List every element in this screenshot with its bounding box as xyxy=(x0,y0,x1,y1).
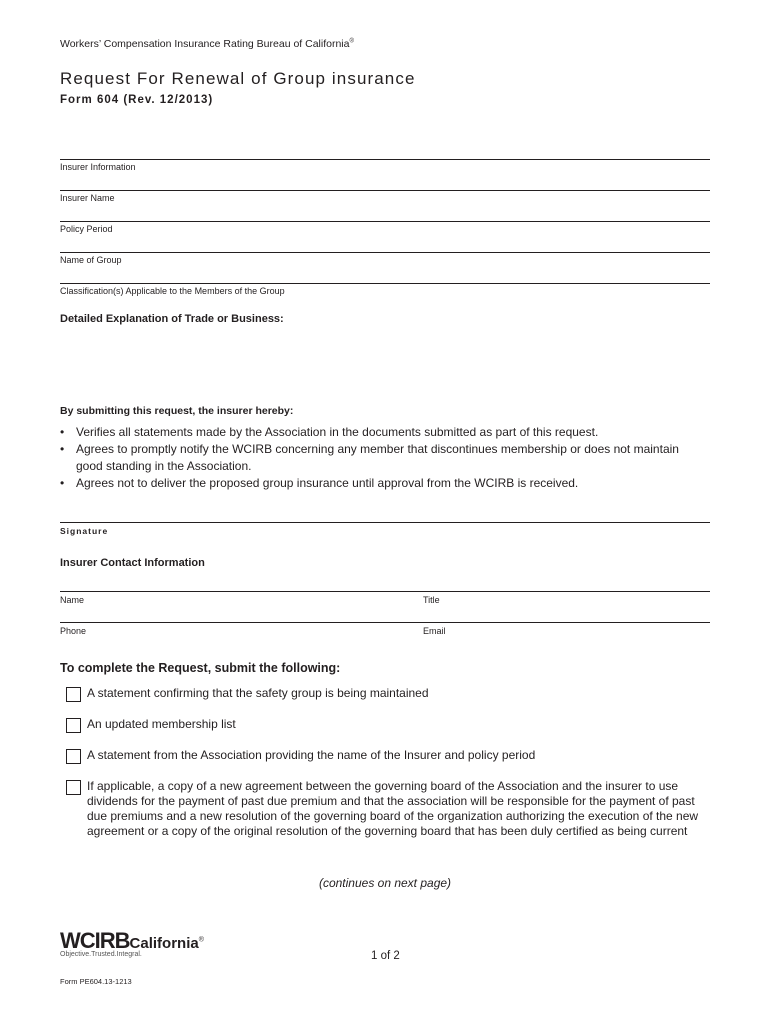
attestation-list xyxy=(60,424,700,492)
requirement-checkbox[interactable] xyxy=(66,687,81,702)
list-item-text: Agrees not to deliver the proposed group insurance until approval from the WCIRB is received. xyxy=(76,476,579,490)
list-item xyxy=(60,475,700,492)
form-title: Request For Renewal of Group insurance xyxy=(60,69,416,88)
attestation-heading: By submitting this request, the insurer hereby: xyxy=(60,405,294,417)
organization-text: Workers’ Compensation Insurance Rating Bureau of California xyxy=(60,38,350,50)
divider xyxy=(60,221,710,222)
divider xyxy=(60,591,710,592)
insurer-name-label: Insurer Name xyxy=(60,193,115,203)
requirements-heading: To complete the Request, submit the following: xyxy=(60,661,341,675)
contact-phone-input[interactable] xyxy=(60,596,420,622)
classifications-input[interactable] xyxy=(60,257,710,283)
requirement-text: An updated membership list xyxy=(87,717,236,731)
trade-explanation-heading: Detailed Explanation of Trade or Business: xyxy=(60,313,284,325)
contact-name-label: Name xyxy=(60,595,85,605)
divider xyxy=(60,252,710,253)
contact-title-input[interactable] xyxy=(423,565,710,591)
contact-email-label: Email xyxy=(423,626,446,636)
divider xyxy=(60,622,710,623)
bullet-icon: • xyxy=(60,476,65,490)
contact-phone-label: Phone xyxy=(60,626,87,636)
logo-tagline: Objective.Trusted.Integral. xyxy=(60,951,142,958)
divider xyxy=(60,522,710,523)
divider xyxy=(60,283,710,284)
requirement-text: A statement from the Association providing the name of the Insurer and policy period xyxy=(87,748,536,762)
trade-explanation-textarea[interactable] xyxy=(60,333,710,401)
form-code: Form PE604.13-1213 xyxy=(60,977,132,986)
contact-title-label: Title xyxy=(423,595,440,605)
requirement-text: A statement confirming that the safety group is being maintained xyxy=(87,686,429,700)
list-item xyxy=(60,441,700,475)
contact-email-input[interactable] xyxy=(423,596,710,622)
page-number: 1 of 2 xyxy=(371,950,400,962)
requirement-checkbox[interactable] xyxy=(66,749,81,764)
signature-label: Signature xyxy=(60,526,109,536)
divider xyxy=(60,159,710,160)
divider xyxy=(60,190,710,191)
policy-period-input[interactable] xyxy=(60,195,710,221)
requirement-checkbox[interactable] xyxy=(66,780,81,795)
logo-wordmark: WCIRB xyxy=(60,928,130,953)
name-of-group-input[interactable] xyxy=(60,226,710,252)
continues-note: (continues on next page) xyxy=(318,876,452,890)
list-item-text: Agrees to promptly notify the WCIRB concerning any member that discontinues membership or does not maintain good standing in the Association. xyxy=(76,442,679,473)
contact-name-input[interactable] xyxy=(60,565,420,591)
bullet-icon: • xyxy=(60,442,65,456)
contact-heading: Insurer Contact Information xyxy=(60,557,205,569)
signature-input[interactable] xyxy=(60,496,710,522)
list-item xyxy=(60,424,700,441)
logo-registered-mark: ® xyxy=(198,936,204,944)
insurer-information-label: Insurer Information xyxy=(60,162,136,172)
classifications-label: Classification(s) Applicable to the Members of the Group xyxy=(60,286,285,296)
logo-state: California xyxy=(129,935,199,952)
form-number: Form 604 (Rev. 12/2013) xyxy=(60,94,214,106)
insurer-information-input[interactable] xyxy=(60,133,710,159)
name-of-group-label: Name of Group xyxy=(60,255,122,265)
policy-period-label: Policy Period xyxy=(60,224,113,234)
list-item-text: Verifies all statements made by the Association in the documents submitted as part of this request. xyxy=(76,425,599,439)
bullet-icon: • xyxy=(60,425,65,439)
requirement-text: If applicable, a copy of a new agreement between the governing board of the Association and the insurer to use dividends for the payment of past due premium and that the association will be responsible for the payment of past due premiums and a new resolution of the governing board of the organization authorizing the execution of the new agreement or a copy of the original resolution of the governing board that has been duly certified as being current xyxy=(87,779,699,838)
registered-mark: ® xyxy=(349,38,354,45)
organization-name xyxy=(60,38,354,50)
requirement-checkbox[interactable] xyxy=(66,718,81,733)
insurer-name-input[interactable] xyxy=(60,164,710,190)
